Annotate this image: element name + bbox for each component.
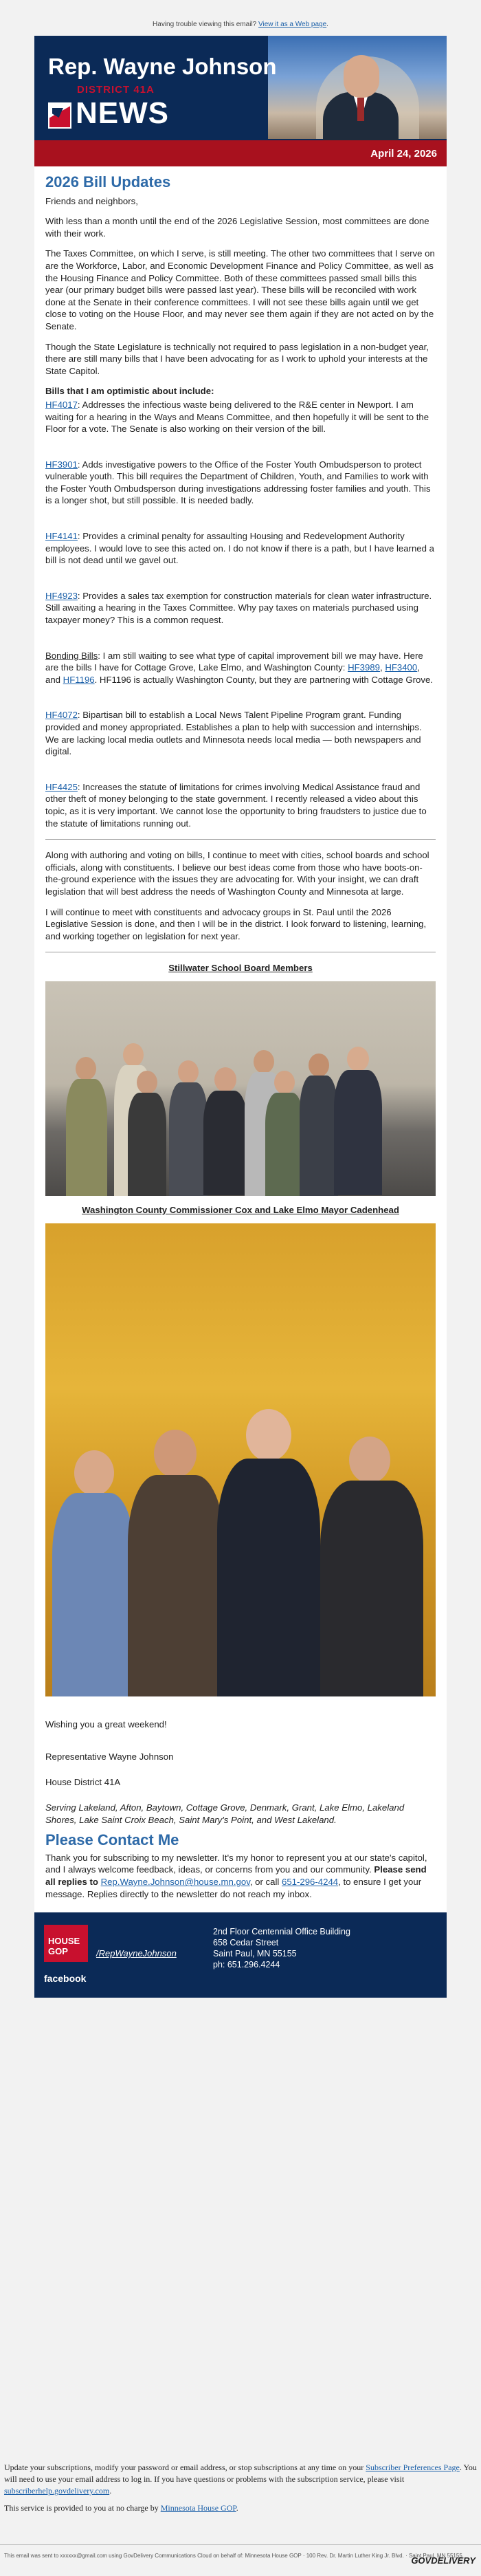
paragraph: With less than a month until the end of the 2026 Legislative Session, most committees are done with their work. bbox=[45, 216, 429, 239]
view-web-link[interactable]: View it as a Web page bbox=[258, 21, 327, 28]
paragraph: Along with authoring and voting on bills, I continue to meet with cities, school boards and school officials, along with constituents. I believe our best ideas come from those who have boots-on-the-ground experience with the issues they are advocating for. With your insight, we can draft legislation that will best address the needs of Washington County and Minnesota at large. bbox=[45, 850, 429, 897]
view-web-note: Having trouble viewing this email? View it as a Web page. bbox=[153, 21, 328, 28]
help-link[interactable]: subscriberhelp.govdelivery.com bbox=[4, 2486, 110, 2496]
bill-link[interactable]: HF3400 bbox=[385, 662, 418, 673]
rep-name: Rep. Wayne Johnson bbox=[48, 54, 277, 79]
bill-link[interactable]: HF4141 bbox=[45, 531, 78, 542]
district-label: DISTRICT 41A bbox=[77, 84, 155, 96]
representative-portrait bbox=[323, 50, 399, 139]
issue-date: April 24, 2026 bbox=[370, 148, 437, 160]
photo-caption: Washington County Commissioner Cox and Lake Elmo Mayor Cadenhead bbox=[82, 1204, 399, 1215]
minnesota-logo-icon bbox=[48, 102, 71, 129]
contact-paragraph: Thank you for subscribing to my newsletter. It's my honor to represent you at our state's capitol, and I always welcome feedback, ideas, or concerns from you and our community. Please send all replies to Rep.Wayne.Johnson@house.mn.gov, or call 651-296-4244, to ensure I get your message. Replies directly to the newsletter do not reach my inbox. bbox=[45, 1852, 427, 1899]
signature-district: House District 41A bbox=[45, 1776, 121, 1787]
bill-link[interactable]: HF3901 bbox=[45, 459, 78, 470]
officials-photo bbox=[45, 1223, 436, 1696]
bill-link[interactable]: HF4425 bbox=[45, 781, 78, 792]
paragraph: Though the State Legislature is technically not required to pass legislation in a non-budget year, there are still many bills that I have been advocating for as I work to uphold your interests at the State Capitol. bbox=[45, 341, 429, 376]
bonding-bills: Bonding Bills: I am still waiting to see what type of capital improvement bill we may have. Here are the bills I have for Cottage Grove, Lake Elmo, and Washington County: HF3989, HF3400, and HF1196. HF1196 is actually Washington County, but they are partnering with Cottage Grove. bbox=[45, 650, 433, 685]
bill-item: HF4425: Increases the statute of limitations for crimes involving Medical Assistance fraud and other theft of money belonging to the state government. I recently released a video about this topic, as it is very important. We cannot lose the opportunity to bring fraudsters to justice due to the statute of limitations running out. bbox=[45, 781, 427, 829]
greeting: Friends and neighbors, bbox=[45, 195, 138, 206]
office-address: 2nd Floor Centennial Office Building 658 Cedar Street Saint Paul, MN 55155 ph: 651.296.4244 bbox=[213, 1927, 350, 1970]
bill-link[interactable]: HF4923 bbox=[45, 590, 78, 601]
email-link[interactable]: Rep.Wayne.Johnson@house.mn.gov bbox=[100, 1877, 250, 1888]
paragraph: I will continue to meet with constituents and advocacy groups in St. Paul until the 2026 Legislative Session is done, and then I will be in the district. I look forward to listening, learning, and working together on legislation for next year. bbox=[45, 906, 427, 941]
bill-item: HF4072: Bipartisan bill to establish a Local News Talent Pipeline Program grant. Funding provided and money appropriated. Establishes a plan to help with succession and internships. We are lacking local media outlets and Minnesota needs local media — both newspapers and digital. bbox=[45, 710, 422, 757]
subscription-footer: Update your subscriptions, modify your password or email address, or stop subscriptions at any time on your Subscriber Preferences Page. You will need to use your email address to log in. If you have questions or problems with the subscription service, please visit subscriberhelp.govdelivery.com. This service is provided to you at no charge by Minnesota House GOP. bbox=[4, 2463, 477, 2513]
bill-link[interactable]: HF4072 bbox=[45, 710, 78, 721]
facebook-link[interactable]: /RepWayneJohnson bbox=[96, 1948, 177, 1959]
phone-link[interactable]: 651-296-4244 bbox=[281, 1877, 339, 1888]
group-photo bbox=[45, 981, 436, 1196]
preferences-link[interactable]: Subscriber Preferences Page bbox=[366, 2463, 460, 2472]
weekend-wish: Wishing you a great weekend! bbox=[45, 1718, 167, 1729]
govdelivery-logo[interactable]: GOVDELIVERY bbox=[411, 2555, 476, 2566]
newsletter-body bbox=[34, 166, 447, 1912]
page-title: 2026 Bill Updates bbox=[45, 173, 171, 190]
divider bbox=[0, 2544, 481, 2545]
newsletter-header bbox=[34, 36, 447, 166]
divider bbox=[45, 839, 436, 840]
bill-item: HF4141: Provides a criminal penalty for assaulting Housing and Redevelopment Authority employees. I would love to see this acted on. I do not know if there is a path, but I have learned a bill is not dead until we gavel out. bbox=[45, 531, 434, 566]
serving-areas: Serving Lakeland, Afton, Baytown, Cottage Grove, Denmark, Grant, Lake Elmo, Lakeland Shores, Lake Saint Croix Beach, Saint Mary's Point, and West Lakeland. bbox=[45, 1802, 405, 1825]
bill-item: HF3901: Adds investigative powers to the Office of the Foster Youth Ombudsperson to protect vulnerable youth. This bill requires the Department of Children, Youth, and Families to work with the Foster Youth Ombudsperson during investigations addressing foster families and youth. This is a longer shot, but still possible. It is needed badly. bbox=[45, 459, 431, 506]
bill-link[interactable]: HF3989 bbox=[348, 662, 380, 673]
photo-caption: Stillwater School Board Members bbox=[168, 963, 313, 974]
house-gop-logo[interactable]: HOUSE GOP bbox=[44, 1925, 88, 1962]
news-wordmark: NEWS bbox=[76, 96, 169, 130]
newsletter bbox=[34, 36, 447, 1998]
signature-name: Representative Wayne Johnson bbox=[45, 1751, 174, 1762]
contact-heading: Please Contact Me bbox=[45, 1831, 179, 1849]
bill-link[interactable]: HF1196 bbox=[63, 674, 95, 685]
bill-item: HF4923: Provides a sales tax exemption for construction materials for clean water infrastructure. Still awaiting a hearing in the Taxes Committee. Why pay taxes on materials purchased using taxpayer money? This is a common request. bbox=[45, 590, 432, 626]
bill-item: HF4017: Addresses the infectious waste being delivered to the R&E center in Newport. I am waiting for a hearing in the Ways and Means Committee, and then hopefully it will be sent to the Floor for a vote. The Senate is also working on their version of the bill. bbox=[45, 399, 429, 435]
facebook-icon[interactable]: facebook bbox=[44, 1973, 87, 1985]
legal-text: This email was sent to xxxxxx@gmail.com using GovDelivery Communications Cloud on behalf of: Minnesota House GOP · 100 Rev. Dr. Martin Luther King Jr. Blvd. · Saint Paul, MN 55155 bbox=[4, 2553, 462, 2559]
newsletter-footer bbox=[34, 1912, 447, 1998]
bills-heading: Bills that I am optimistic about include: bbox=[45, 386, 214, 397]
paragraph: The Taxes Committee, on which I serve, is still meeting. The other two committees that I serve on are the Workforce, Labor, and Economic Development Finance and Policy Committee, as well as the Housing Finance and Policy Committee. Both of these committees passed small bills this year (our primary budget bills were passed last year). These bills will be reconciled with work done at the Senate in their conference committees. I will not see these bills again until we get close to voting on the House Floor, and may never see them again if they are not acted on by the Senate. bbox=[45, 248, 435, 331]
house-gop-link[interactable]: Minnesota House GOP bbox=[160, 2503, 236, 2513]
bill-link[interactable]: HF4017 bbox=[45, 399, 78, 410]
